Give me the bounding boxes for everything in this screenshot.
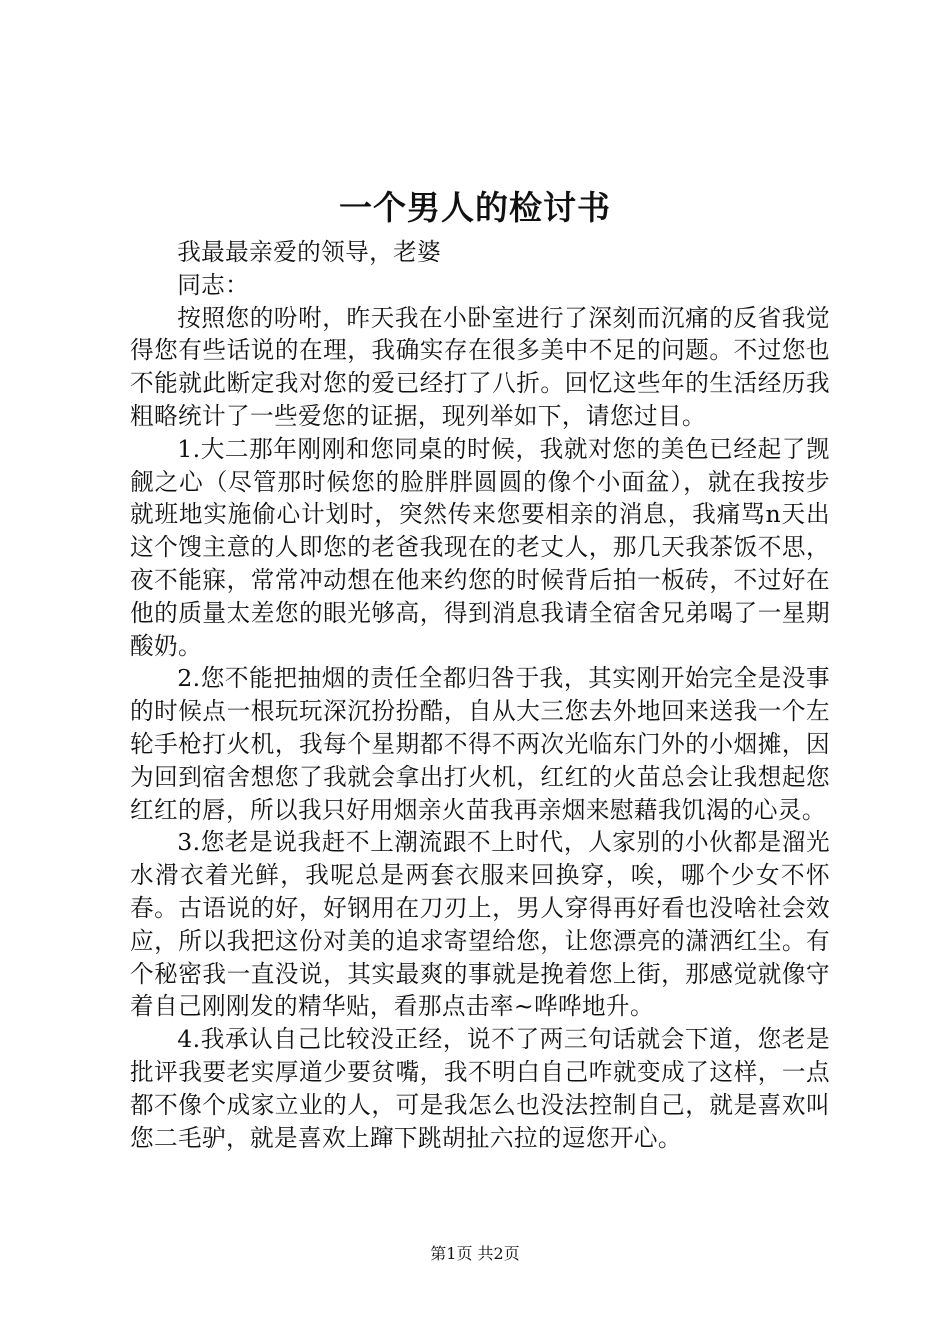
page-number: 第1页 xyxy=(430,1244,473,1263)
document-body xyxy=(130,236,830,1154)
paragraph-item-3: 3.您老是说我赶不上潮流跟不上时代，人家别的小伙都是溜光水滑衣着光鲜，我呢总是两套衣服来回换穿，唉，哪个少女不怀春。古语说的好，好钢用在刀刃上，男人穿得再好看也没啥社会效应，所以我把这份对美的追求寄望给您，让您漂亮的潇洒红尘。有个秘密我一直没说，其实最爽的事就是挽着您上街，那感觉就像守着自己刚刚发的精华贴，看那点击率~哗哗地升。 xyxy=(130,828,830,1021)
salutation-line-2: 同志： xyxy=(177,270,250,299)
page-total: 共2页 xyxy=(477,1244,520,1263)
paragraph-item-4: 4.我承认自己比较没正经，说不了两三句话就会下道，您老是批评我要老实厚道少要贫嘴，我不明白自己咋就变成了这样，一点都不像个成家立业的人，可是我怎么也没法控制自己，就是喜欢叫您二毛驴，就是喜欢上蹿下跳胡扯六拉的逗您开心。 xyxy=(130,1025,830,1152)
paragraph-intro: 按照您的吩咐，昨天我在小卧室进行了深刻而沉痛的反省我觉得您有些话说的在理，我确实存在很多美中不足的问题。不过您也不能就此断定我对您的爱已经打了八折。回忆这些年的生活经历我粗略统计了一些爱您的证据，现列举如下，请您过目。 xyxy=(130,303,830,430)
paragraph-item-2: 2.您不能把抽烟的责任全都归咎于我，其实刚开始完全是没事的时候点一根玩玩深沉扮扮酷，自从大三您去外地回来送我一个左轮手枪打火机，我每个星期都不得不两次光临东门外的小烟摊，因为回到宿舍想您了我就会拿出打火机，红红的火苗总会让我想起您红红的唇，所以我只好用烟亲火苗我再亲烟来慰藉我饥渴的心灵。 xyxy=(130,664,830,824)
salutation-line: 我最最亲爱的领导，老婆 xyxy=(177,238,442,266)
page-footer xyxy=(0,1242,950,1266)
paragraph-item-1: 1.大二那年刚刚和您同桌的时候，我就对您的美色已经起了觊觎之心（尽管那时候您的脸胖胖圆圆的像个小面盆），就在我按步就班地实施偷心计划时，突然传来您要相亲的消息，我痛骂n天出这个馊主意的人即您的老爸我现在的老丈人，那几天我茶饭不思，夜不能寐，常常冲动想在他来约您的时候背后拍一板砖，不过好在他的质量太差您的眼光够高，得到消息我请全宿舍兄弟喝了一星期酸奶。 xyxy=(130,434,830,660)
document-title: 一个男人的检讨书 xyxy=(339,188,611,227)
